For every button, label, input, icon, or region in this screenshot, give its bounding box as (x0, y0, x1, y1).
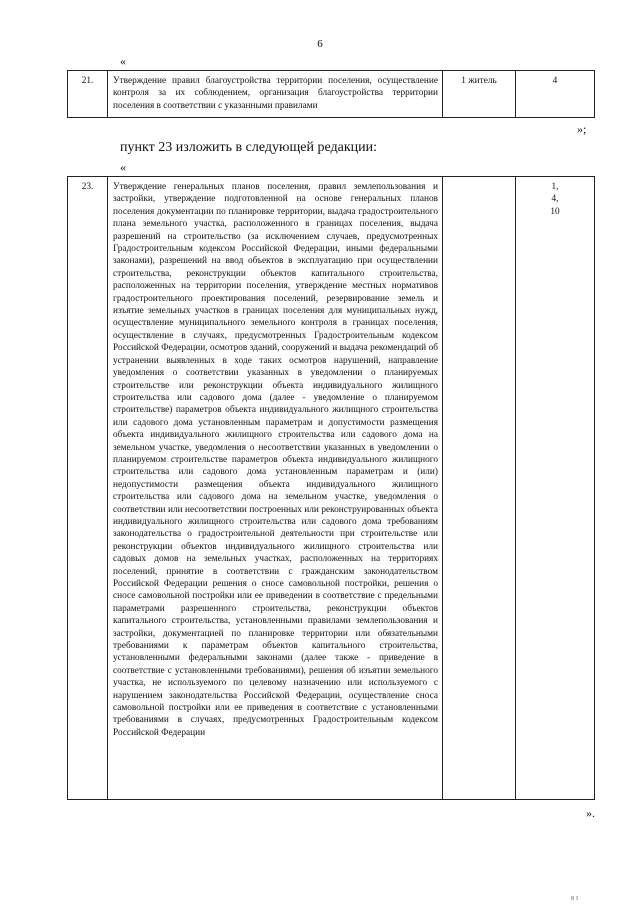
row-category (443, 177, 516, 800)
section-heading: пункт 23 изложить в следующей редакции: (120, 140, 377, 155)
row-category: 1 житель (443, 71, 516, 118)
value-item: 4, (551, 194, 559, 205)
value-item: 1, (551, 182, 559, 192)
row-number: 21. (68, 71, 108, 118)
open-quote-2: « (120, 160, 126, 174)
close-quote-1: »; (577, 122, 587, 136)
row-text: Утверждение генеральных планов поселения, правил землепользования и застройки, утверждение подготовленной на основе генеральных планов поселения документации по планировке территории, выдача градостроительного плана земельного участка, расположенного в границах поселения, выдача разрешений на строительство (за исключением случаев, предусмотренных Градостроительным кодексом Российской Федерации, иными федеральными законами), разрешений на ввод объектов в эксплуатацию при осуществлении строительства, реконструкции объектов капитального строительства, расположенных на территории поселения, утверждение местных нормативов градостроительного проектирования поселений, резервирование земель и изъятие земельных участков в границах поселения для муниципальных нужд, осуществление муниципального земельного контроля в границах поселения, осуществление в случаях, предусмотренных Градостроительным кодексом Российской Федерации, осмотров зданий, сооружений и выдача рекомендаций об устранении выявленных в ходе таких осмотров нарушений, направление уведомления о соответствии указанных в уведомлении о планируемых строительстве или реконструкции объекта индивидуального жилищного строительства или садового дома (далее - уведомление о планируемом строительстве) параметров объекта индивидуального жилищного строительства или садового дома установленным параметрам и допустимости размещения объекта индивидуального жилищного строительства или садового дома на земельном участке, уведомления о несоответствии указанных в уведомлении о планируемом строительстве параметров объекта индивидуального жилищного строительства или садового дома установленным параметрам и (или) недопустимости размещения объекта индивидуального жилищного строительства или садового дома на земельном участке, уведомления о соответствии или несоответствии построенных или реконструированных объекта индивидуального жилищного строительства или садового дома требованиям законодательства о градостроительной деятельности при строительстве или реконструкции объектов индивидуального жилищного строительства или садовых домов на земельных участках, расположенных на территориях поселений, принятие в соответствии с гражданским законодательством Российской Федерации решения о сносе самовольной постройки, решения о сносе самовольной постройки или ее приведении в соответствие с предельными параметрами разрешенного строительства, реконструкции объектов капитального строительства, установленными правилами землепользования и застройки, документацией по планировке территории или обязательными требованиями к параметрам объектов капитального строительства, установленными федеральными законами (далее также - приведение в соответствие с установленными требованиями), решения об изъятии земельного участка, не используемого по целевому назначению или используемого с нарушением законодательства Российской Федерации, осуществление сноса самовольной постройки или ее приведения в соответствие с установленными требованиями в случаях, предусмотренных Градостроительным кодексом Российской Федерации (108, 177, 443, 800)
page-number: 6 (317, 38, 323, 50)
scan-mark: 8 1 (571, 896, 579, 902)
value-item: 10 (550, 206, 560, 217)
table-row-23 (67, 176, 595, 800)
row-value: 4 (516, 71, 595, 118)
row-values (516, 177, 595, 800)
table-row-21 (67, 70, 595, 118)
open-quote-1: « (120, 54, 126, 68)
close-quote-2: ». (586, 806, 595, 820)
row-number: 23. (68, 177, 108, 800)
row-text: Утверждение правил благоустройства территории поселения, осуществление контроля за их соблюдением, организация благоустройства территории поселения в соответствии с указанными правилами (108, 71, 443, 118)
